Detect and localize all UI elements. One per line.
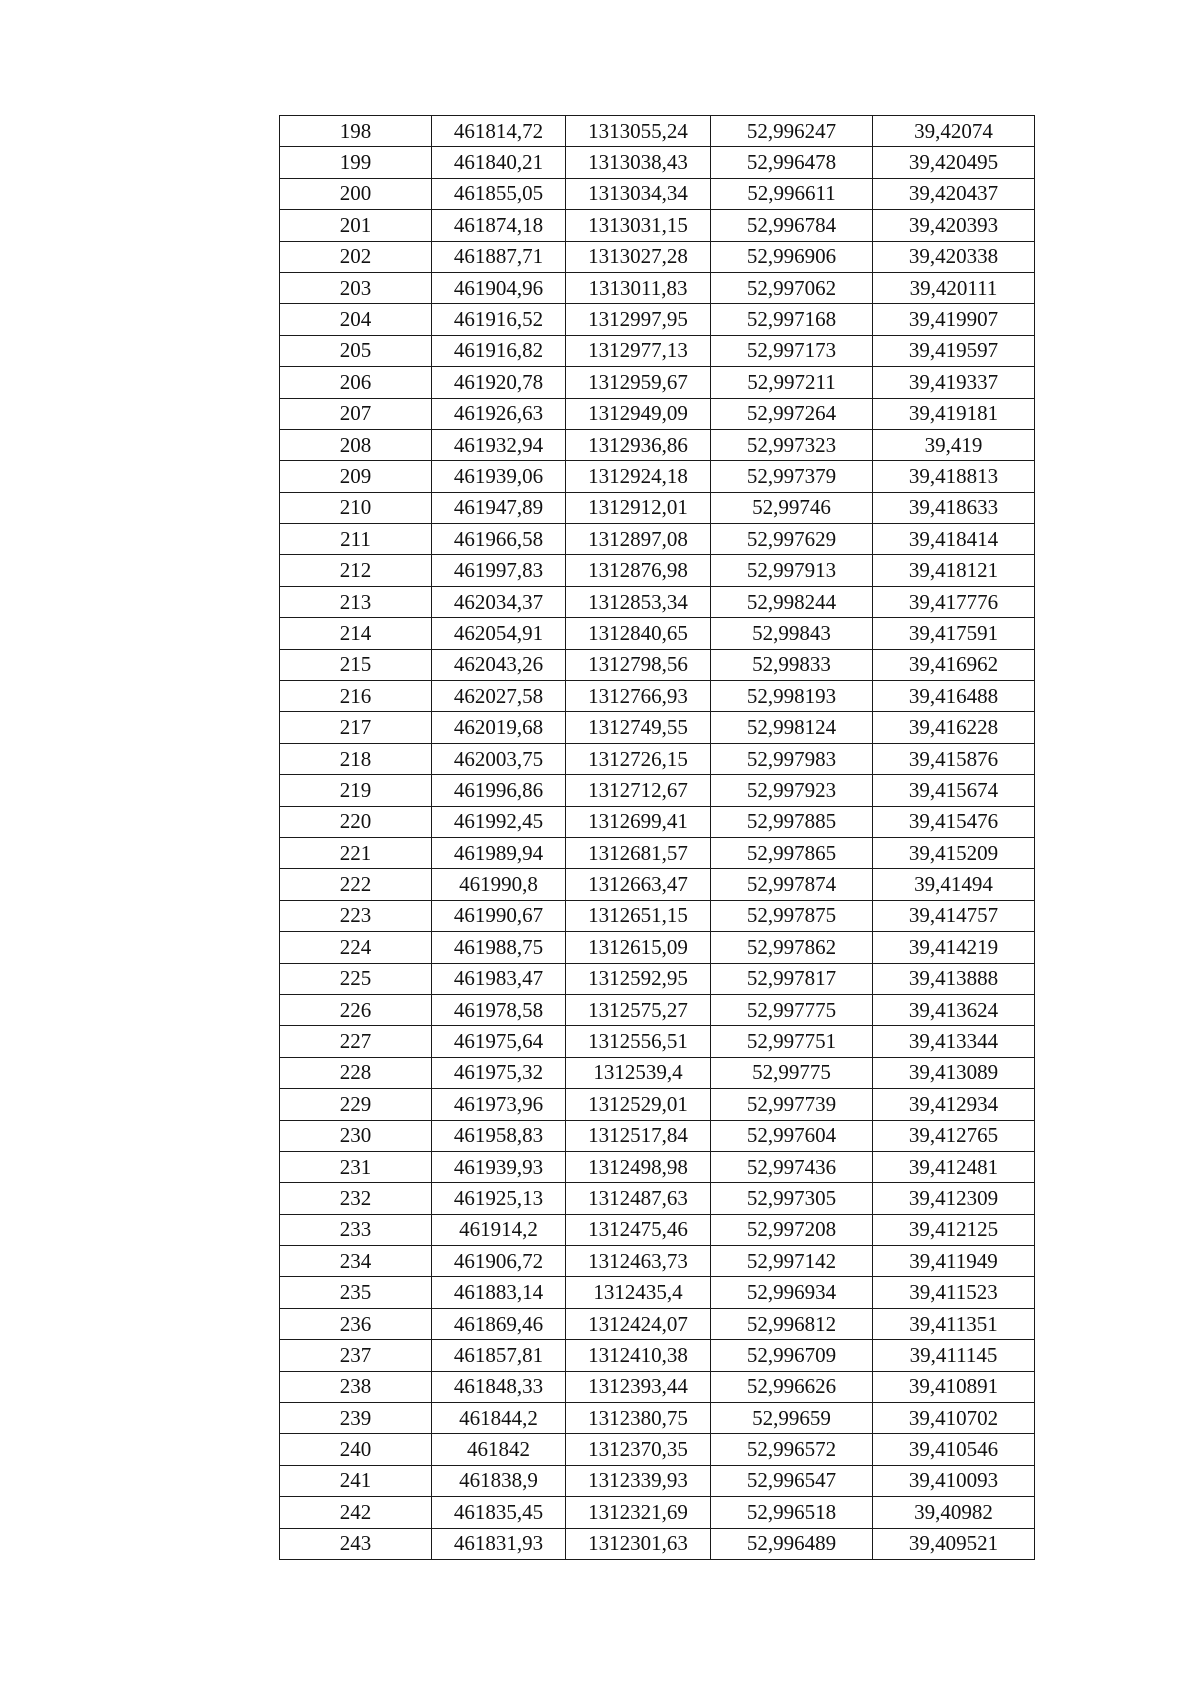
table-row xyxy=(280,147,1035,178)
longitude-cell: 39,413344 xyxy=(873,1026,1035,1057)
x-coordinate-cell: 461996,86 xyxy=(432,775,566,806)
y-coordinate-cell: 1313055,24 xyxy=(566,116,711,147)
y-coordinate-cell: 1312592,95 xyxy=(566,963,711,994)
longitude-cell: 39,42074 xyxy=(873,116,1035,147)
latitude-cell: 52,99843 xyxy=(711,618,873,649)
y-coordinate-cell: 1313038,43 xyxy=(566,147,711,178)
y-coordinate-cell: 1312897,08 xyxy=(566,524,711,555)
x-coordinate-cell: 461926,63 xyxy=(432,398,566,429)
x-coordinate-cell: 461925,13 xyxy=(432,1183,566,1214)
y-coordinate-cell: 1313034,34 xyxy=(566,178,711,209)
y-coordinate-cell: 1312726,15 xyxy=(566,743,711,774)
longitude-cell: 39,416488 xyxy=(873,681,1035,712)
latitude-cell: 52,997885 xyxy=(711,806,873,837)
table-row xyxy=(280,1246,1035,1277)
table-row xyxy=(280,806,1035,837)
latitude-cell: 52,997604 xyxy=(711,1120,873,1151)
x-coordinate-cell: 462019,68 xyxy=(432,712,566,743)
longitude-cell: 39,418633 xyxy=(873,492,1035,523)
point-number-cell: 241 xyxy=(280,1465,432,1496)
table-row xyxy=(280,1026,1035,1057)
point-number-cell: 222 xyxy=(280,869,432,900)
point-number-cell: 234 xyxy=(280,1246,432,1277)
x-coordinate-cell: 461835,45 xyxy=(432,1497,566,1528)
table-row xyxy=(280,837,1035,868)
point-number-cell: 203 xyxy=(280,272,432,303)
point-number-cell: 242 xyxy=(280,1497,432,1528)
latitude-cell: 52,996906 xyxy=(711,241,873,272)
x-coordinate-cell: 461990,8 xyxy=(432,869,566,900)
y-coordinate-cell: 1312529,01 xyxy=(566,1089,711,1120)
longitude-cell: 39,413888 xyxy=(873,963,1035,994)
latitude-cell: 52,996547 xyxy=(711,1465,873,1496)
y-coordinate-cell: 1312840,65 xyxy=(566,618,711,649)
x-coordinate-cell: 461814,72 xyxy=(432,116,566,147)
latitude-cell: 52,996478 xyxy=(711,147,873,178)
point-number-cell: 219 xyxy=(280,775,432,806)
table-row xyxy=(280,1277,1035,1308)
table-row xyxy=(280,1434,1035,1465)
coordinates-table-body xyxy=(280,116,1035,1560)
longitude-cell: 39,412934 xyxy=(873,1089,1035,1120)
table-row xyxy=(280,335,1035,366)
x-coordinate-cell: 461958,83 xyxy=(432,1120,566,1151)
table-row xyxy=(280,367,1035,398)
table-row xyxy=(280,649,1035,680)
point-number-cell: 200 xyxy=(280,178,432,209)
point-number-cell: 231 xyxy=(280,1151,432,1182)
x-coordinate-cell: 461920,78 xyxy=(432,367,566,398)
point-number-cell: 216 xyxy=(280,681,432,712)
latitude-cell: 52,99746 xyxy=(711,492,873,523)
y-coordinate-cell: 1313011,83 xyxy=(566,272,711,303)
y-coordinate-cell: 1312370,35 xyxy=(566,1434,711,1465)
latitude-cell: 52,997865 xyxy=(711,837,873,868)
x-coordinate-cell: 461844,2 xyxy=(432,1403,566,1434)
longitude-cell: 39,415674 xyxy=(873,775,1035,806)
y-coordinate-cell: 1312712,67 xyxy=(566,775,711,806)
point-number-cell: 201 xyxy=(280,210,432,241)
y-coordinate-cell: 1312699,41 xyxy=(566,806,711,837)
y-coordinate-cell: 1312556,51 xyxy=(566,1026,711,1057)
longitude-cell: 39,418414 xyxy=(873,524,1035,555)
x-coordinate-cell: 461842 xyxy=(432,1434,566,1465)
longitude-cell: 39,413624 xyxy=(873,994,1035,1025)
point-number-cell: 239 xyxy=(280,1403,432,1434)
latitude-cell: 52,998124 xyxy=(711,712,873,743)
table-row xyxy=(280,586,1035,617)
x-coordinate-cell: 462027,58 xyxy=(432,681,566,712)
latitude-cell: 52,996247 xyxy=(711,116,873,147)
latitude-cell: 52,997168 xyxy=(711,304,873,335)
table-row xyxy=(280,210,1035,241)
longitude-cell: 39,419597 xyxy=(873,335,1035,366)
point-number-cell: 240 xyxy=(280,1434,432,1465)
longitude-cell: 39,412765 xyxy=(873,1120,1035,1151)
longitude-cell: 39,418121 xyxy=(873,555,1035,586)
y-coordinate-cell: 1312424,07 xyxy=(566,1308,711,1339)
y-coordinate-cell: 1312539,4 xyxy=(566,1057,711,1088)
y-coordinate-cell: 1312959,67 xyxy=(566,367,711,398)
longitude-cell: 39,420393 xyxy=(873,210,1035,241)
y-coordinate-cell: 1313027,28 xyxy=(566,241,711,272)
latitude-cell: 52,99833 xyxy=(711,649,873,680)
longitude-cell: 39,411351 xyxy=(873,1308,1035,1339)
y-coordinate-cell: 1312663,47 xyxy=(566,869,711,900)
y-coordinate-cell: 1312463,73 xyxy=(566,1246,711,1277)
latitude-cell: 52,99659 xyxy=(711,1403,873,1434)
longitude-cell: 39,41494 xyxy=(873,869,1035,900)
x-coordinate-cell: 461916,82 xyxy=(432,335,566,366)
longitude-cell: 39,410093 xyxy=(873,1465,1035,1496)
latitude-cell: 52,997264 xyxy=(711,398,873,429)
latitude-cell: 52,997305 xyxy=(711,1183,873,1214)
longitude-cell: 39,411523 xyxy=(873,1277,1035,1308)
table-row xyxy=(280,1151,1035,1182)
y-coordinate-cell: 1312410,38 xyxy=(566,1340,711,1371)
point-number-cell: 223 xyxy=(280,900,432,931)
table-row xyxy=(280,304,1035,335)
latitude-cell: 52,997062 xyxy=(711,272,873,303)
table-row xyxy=(280,1528,1035,1559)
latitude-cell: 52,998244 xyxy=(711,586,873,617)
x-coordinate-cell: 461906,72 xyxy=(432,1246,566,1277)
longitude-cell: 39,411949 xyxy=(873,1246,1035,1277)
x-coordinate-cell: 461857,81 xyxy=(432,1340,566,1371)
table-row xyxy=(280,398,1035,429)
y-coordinate-cell: 1312766,93 xyxy=(566,681,711,712)
latitude-cell: 52,997983 xyxy=(711,743,873,774)
x-coordinate-cell: 461848,33 xyxy=(432,1371,566,1402)
latitude-cell: 52,998193 xyxy=(711,681,873,712)
longitude-cell: 39,419181 xyxy=(873,398,1035,429)
point-number-cell: 235 xyxy=(280,1277,432,1308)
longitude-cell: 39,40982 xyxy=(873,1497,1035,1528)
y-coordinate-cell: 1312615,09 xyxy=(566,932,711,963)
table-row xyxy=(280,1057,1035,1088)
x-coordinate-cell: 461939,93 xyxy=(432,1151,566,1182)
x-coordinate-cell: 461869,46 xyxy=(432,1308,566,1339)
point-number-cell: 215 xyxy=(280,649,432,680)
x-coordinate-cell: 461831,93 xyxy=(432,1528,566,1559)
x-coordinate-cell: 461887,71 xyxy=(432,241,566,272)
x-coordinate-cell: 461989,94 xyxy=(432,837,566,868)
x-coordinate-cell: 461883,14 xyxy=(432,1277,566,1308)
point-number-cell: 208 xyxy=(280,429,432,460)
longitude-cell: 39,414757 xyxy=(873,900,1035,931)
point-number-cell: 220 xyxy=(280,806,432,837)
latitude-cell: 52,997142 xyxy=(711,1246,873,1277)
y-coordinate-cell: 1312924,18 xyxy=(566,461,711,492)
point-number-cell: 238 xyxy=(280,1371,432,1402)
latitude-cell: 52,997751 xyxy=(711,1026,873,1057)
y-coordinate-cell: 1312393,44 xyxy=(566,1371,711,1402)
x-coordinate-cell: 461914,2 xyxy=(432,1214,566,1245)
longitude-cell: 39,415876 xyxy=(873,743,1035,774)
x-coordinate-cell: 461973,96 xyxy=(432,1089,566,1120)
point-number-cell: 224 xyxy=(280,932,432,963)
y-coordinate-cell: 1312380,75 xyxy=(566,1403,711,1434)
latitude-cell: 52,997775 xyxy=(711,994,873,1025)
latitude-cell: 52,997875 xyxy=(711,900,873,931)
x-coordinate-cell: 461932,94 xyxy=(432,429,566,460)
point-number-cell: 226 xyxy=(280,994,432,1025)
point-number-cell: 236 xyxy=(280,1308,432,1339)
point-number-cell: 233 xyxy=(280,1214,432,1245)
longitude-cell: 39,419337 xyxy=(873,367,1035,398)
longitude-cell: 39,415476 xyxy=(873,806,1035,837)
y-coordinate-cell: 1312936,86 xyxy=(566,429,711,460)
table-row xyxy=(280,712,1035,743)
x-coordinate-cell: 461966,58 xyxy=(432,524,566,555)
x-coordinate-cell: 461997,83 xyxy=(432,555,566,586)
point-number-cell: 206 xyxy=(280,367,432,398)
x-coordinate-cell: 461855,05 xyxy=(432,178,566,209)
point-number-cell: 228 xyxy=(280,1057,432,1088)
longitude-cell: 39,420111 xyxy=(873,272,1035,303)
latitude-cell: 52,997436 xyxy=(711,1151,873,1182)
y-coordinate-cell: 1312949,09 xyxy=(566,398,711,429)
latitude-cell: 52,996812 xyxy=(711,1308,873,1339)
table-row xyxy=(280,1497,1035,1528)
y-coordinate-cell: 1312517,84 xyxy=(566,1120,711,1151)
y-coordinate-cell: 1312575,27 xyxy=(566,994,711,1025)
latitude-cell: 52,997874 xyxy=(711,869,873,900)
table-row xyxy=(280,1120,1035,1151)
longitude-cell: 39,414219 xyxy=(873,932,1035,963)
point-number-cell: 214 xyxy=(280,618,432,649)
x-coordinate-cell: 461904,96 xyxy=(432,272,566,303)
longitude-cell: 39,419 xyxy=(873,429,1035,460)
point-number-cell: 221 xyxy=(280,837,432,868)
x-coordinate-cell: 461978,58 xyxy=(432,994,566,1025)
point-number-cell: 225 xyxy=(280,963,432,994)
longitude-cell: 39,418813 xyxy=(873,461,1035,492)
x-coordinate-cell: 462034,37 xyxy=(432,586,566,617)
table-row xyxy=(280,1465,1035,1496)
point-number-cell: 198 xyxy=(280,116,432,147)
longitude-cell: 39,411145 xyxy=(873,1340,1035,1371)
longitude-cell: 39,420338 xyxy=(873,241,1035,272)
table-row xyxy=(280,1371,1035,1402)
y-coordinate-cell: 1312475,46 xyxy=(566,1214,711,1245)
longitude-cell: 39,415209 xyxy=(873,837,1035,868)
table-row xyxy=(280,900,1035,931)
table-row xyxy=(280,178,1035,209)
point-number-cell: 213 xyxy=(280,586,432,617)
table-row xyxy=(280,1308,1035,1339)
x-coordinate-cell: 461840,21 xyxy=(432,147,566,178)
table-row xyxy=(280,492,1035,523)
y-coordinate-cell: 1313031,15 xyxy=(566,210,711,241)
latitude-cell: 52,996572 xyxy=(711,1434,873,1465)
longitude-cell: 39,417591 xyxy=(873,618,1035,649)
x-coordinate-cell: 461939,06 xyxy=(432,461,566,492)
table-row xyxy=(280,932,1035,963)
table-row xyxy=(280,618,1035,649)
latitude-cell: 52,997817 xyxy=(711,963,873,994)
latitude-cell: 52,996611 xyxy=(711,178,873,209)
x-coordinate-cell: 461983,47 xyxy=(432,963,566,994)
table-row xyxy=(280,555,1035,586)
table-row xyxy=(280,681,1035,712)
y-coordinate-cell: 1312853,34 xyxy=(566,586,711,617)
latitude-cell: 52,997173 xyxy=(711,335,873,366)
longitude-cell: 39,409521 xyxy=(873,1528,1035,1559)
latitude-cell: 52,997323 xyxy=(711,429,873,460)
x-coordinate-cell: 462043,26 xyxy=(432,649,566,680)
latitude-cell: 52,997208 xyxy=(711,1214,873,1245)
table-row xyxy=(280,524,1035,555)
longitude-cell: 39,416228 xyxy=(873,712,1035,743)
point-number-cell: 204 xyxy=(280,304,432,335)
y-coordinate-cell: 1312651,15 xyxy=(566,900,711,931)
x-coordinate-cell: 461838,9 xyxy=(432,1465,566,1496)
y-coordinate-cell: 1312321,69 xyxy=(566,1497,711,1528)
point-number-cell: 243 xyxy=(280,1528,432,1559)
x-coordinate-cell: 461916,52 xyxy=(432,304,566,335)
y-coordinate-cell: 1312977,13 xyxy=(566,335,711,366)
x-coordinate-cell: 462003,75 xyxy=(432,743,566,774)
longitude-cell: 39,410546 xyxy=(873,1434,1035,1465)
y-coordinate-cell: 1312339,93 xyxy=(566,1465,711,1496)
x-coordinate-cell: 461975,32 xyxy=(432,1057,566,1088)
latitude-cell: 52,99775 xyxy=(711,1057,873,1088)
point-number-cell: 210 xyxy=(280,492,432,523)
point-number-cell: 212 xyxy=(280,555,432,586)
x-coordinate-cell: 461988,75 xyxy=(432,932,566,963)
latitude-cell: 52,997629 xyxy=(711,524,873,555)
latitude-cell: 52,997211 xyxy=(711,367,873,398)
table-row xyxy=(280,272,1035,303)
longitude-cell: 39,420495 xyxy=(873,147,1035,178)
x-coordinate-cell: 461990,67 xyxy=(432,900,566,931)
x-coordinate-cell: 461874,18 xyxy=(432,210,566,241)
point-number-cell: 202 xyxy=(280,241,432,272)
point-number-cell: 237 xyxy=(280,1340,432,1371)
point-number-cell: 229 xyxy=(280,1089,432,1120)
x-coordinate-cell: 461947,89 xyxy=(432,492,566,523)
point-number-cell: 199 xyxy=(280,147,432,178)
table-row xyxy=(280,241,1035,272)
point-number-cell: 209 xyxy=(280,461,432,492)
table-row xyxy=(280,429,1035,460)
table-row xyxy=(280,775,1035,806)
longitude-cell: 39,419907 xyxy=(873,304,1035,335)
y-coordinate-cell: 1312301,63 xyxy=(566,1528,711,1559)
longitude-cell: 39,420437 xyxy=(873,178,1035,209)
table-row xyxy=(280,994,1035,1025)
latitude-cell: 52,997923 xyxy=(711,775,873,806)
longitude-cell: 39,412309 xyxy=(873,1183,1035,1214)
table-row xyxy=(280,869,1035,900)
point-number-cell: 227 xyxy=(280,1026,432,1057)
x-coordinate-cell: 461992,45 xyxy=(432,806,566,837)
y-coordinate-cell: 1312876,98 xyxy=(566,555,711,586)
x-coordinate-cell: 461975,64 xyxy=(432,1026,566,1057)
latitude-cell: 52,996934 xyxy=(711,1277,873,1308)
point-number-cell: 232 xyxy=(280,1183,432,1214)
table-row xyxy=(280,963,1035,994)
point-number-cell: 207 xyxy=(280,398,432,429)
table-row xyxy=(280,1403,1035,1434)
point-number-cell: 217 xyxy=(280,712,432,743)
y-coordinate-cell: 1312749,55 xyxy=(566,712,711,743)
point-number-cell: 211 xyxy=(280,524,432,555)
table-row xyxy=(280,1183,1035,1214)
coordinates-table xyxy=(279,115,1035,1560)
longitude-cell: 39,413089 xyxy=(873,1057,1035,1088)
longitude-cell: 39,417776 xyxy=(873,586,1035,617)
latitude-cell: 52,996518 xyxy=(711,1497,873,1528)
latitude-cell: 52,997862 xyxy=(711,932,873,963)
y-coordinate-cell: 1312997,95 xyxy=(566,304,711,335)
latitude-cell: 52,996709 xyxy=(711,1340,873,1371)
y-coordinate-cell: 1312498,98 xyxy=(566,1151,711,1182)
latitude-cell: 52,997913 xyxy=(711,555,873,586)
longitude-cell: 39,412481 xyxy=(873,1151,1035,1182)
latitude-cell: 52,996784 xyxy=(711,210,873,241)
table-row xyxy=(280,1214,1035,1245)
table-row xyxy=(280,461,1035,492)
table-row xyxy=(280,743,1035,774)
longitude-cell: 39,410702 xyxy=(873,1403,1035,1434)
x-coordinate-cell: 462054,91 xyxy=(432,618,566,649)
table-row xyxy=(280,1340,1035,1371)
latitude-cell: 52,997739 xyxy=(711,1089,873,1120)
y-coordinate-cell: 1312435,4 xyxy=(566,1277,711,1308)
y-coordinate-cell: 1312912,01 xyxy=(566,492,711,523)
point-number-cell: 205 xyxy=(280,335,432,366)
point-number-cell: 230 xyxy=(280,1120,432,1151)
latitude-cell: 52,997379 xyxy=(711,461,873,492)
y-coordinate-cell: 1312681,57 xyxy=(566,837,711,868)
latitude-cell: 52,996489 xyxy=(711,1528,873,1559)
table-row xyxy=(280,1089,1035,1120)
longitude-cell: 39,410891 xyxy=(873,1371,1035,1402)
point-number-cell: 218 xyxy=(280,743,432,774)
longitude-cell: 39,416962 xyxy=(873,649,1035,680)
longitude-cell: 39,412125 xyxy=(873,1214,1035,1245)
latitude-cell: 52,996626 xyxy=(711,1371,873,1402)
y-coordinate-cell: 1312798,56 xyxy=(566,649,711,680)
table-row xyxy=(280,116,1035,147)
y-coordinate-cell: 1312487,63 xyxy=(566,1183,711,1214)
